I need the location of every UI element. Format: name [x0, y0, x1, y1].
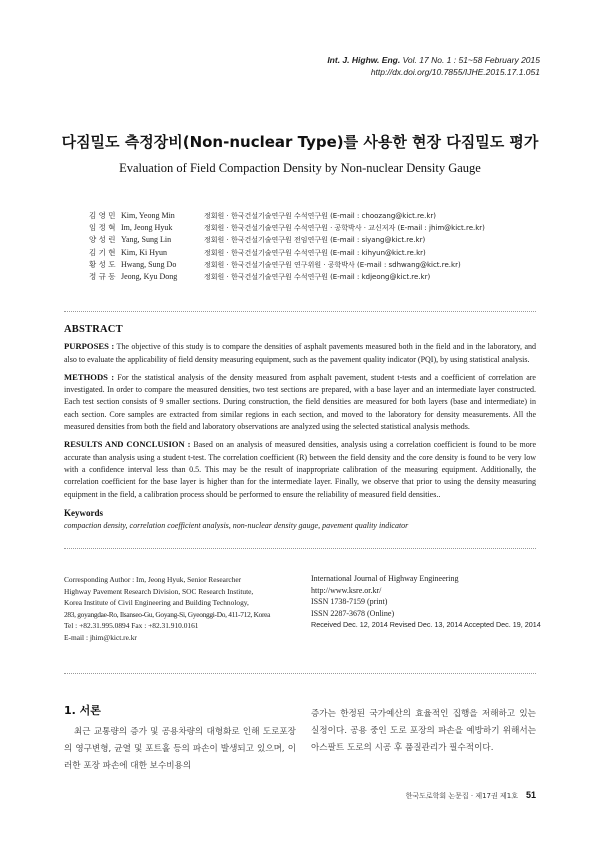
author-affiliation: 정회원 · 한국건설기술연구원 연구위원 · 공학박사 (E-mail : sdhwang@kict.re.kr)	[204, 260, 461, 269]
author-row	[89, 234, 485, 246]
purposes-label: PURPOSES :	[64, 341, 115, 352]
author-name-ko: 임 정 혁	[89, 223, 116, 233]
corr-line: Korea Institute of Civil Engineering and Building Technology,	[64, 598, 249, 608]
corr-line: Corresponding Author : Im, Jeong Hyuk, Senior Researcher	[64, 575, 242, 584]
purposes-text: The objective of this study is to compare the densities of asphalt pavements measured both in the field and in the laboratory, and also to evaluate the applicability of field density measuring equipment, such as the pavement quality indicator (PQI), by using statistical analysis.	[64, 342, 536, 364]
journal-info	[311, 573, 541, 631]
author-row	[89, 259, 485, 271]
author-affiliation: 정회원 · 한국건설기술연구원 수석연구원 (E-mail : kdjeong@kict.re.kr)	[204, 273, 431, 282]
author-name-ko: 황 성 도	[89, 259, 116, 269]
body-column-right: 증가는 한정된 국가예산의 효율적인 집행을 저해하고 있는 실정이다. 공용 중인 도로 포장의 파손을 예방하기 위해서는 아스팔트 도로의 시공 후 품질관리가 필수적이다.	[311, 709, 536, 753]
divider-top	[64, 311, 536, 312]
citation-line	[327, 54, 540, 66]
author-affiliation: 정회원 · 한국건설기술연구원 수석연구원 (E-mail : choozang@kict.re.kr)	[204, 212, 436, 220]
corr-line: Highway Pavement Research Division, SOC Research Institute,	[64, 586, 254, 596]
title-korean: 다짐밀도 측정장비(Non-nuclear Type)를 사용한 현장 다짐밀도 평가	[61, 133, 539, 151]
author-name-ko: 김 기 현	[89, 247, 116, 257]
corresponding-author	[64, 574, 304, 644]
footer-journal: 한국도로학회 논문집 · 제17권 제1호	[405, 792, 518, 800]
section-heading: 1. 서론	[64, 704, 101, 717]
doi-link[interactable]: http://dx.doi.org/10.7855/IJHE.2015.17.1.051	[370, 67, 540, 77]
page-number: 51	[525, 790, 536, 800]
title-english: Evaluation of Field Compaction Density by Non-nuclear Density Gauge	[119, 161, 481, 175]
author-name-en: Hwang, Sung Do	[121, 259, 177, 269]
keywords-list: compaction density, correlation coefficient analysis, non-nuclear density gauge, pavement quality indicator	[64, 521, 409, 531]
page-footer	[406, 790, 536, 801]
journal-name: International Journal of Highway Engineering	[311, 574, 459, 583]
keywords-heading: Keywords	[64, 507, 103, 518]
author-name-ko: 김 영 민	[89, 211, 116, 220]
author-name-en: Yang, Sung Lin	[121, 235, 172, 245]
divider-bottom	[64, 673, 536, 674]
corr-email[interactable]: E-mail : jhim@kict.re.kr	[64, 632, 137, 642]
journal-header	[327, 54, 540, 78]
author-name-en: Im, Jeong Hyuk	[121, 223, 173, 233]
issn-print: ISSN 1738-7159 (print)	[311, 597, 388, 606]
author-row	[89, 210, 485, 222]
abstract-purposes	[64, 340, 536, 366]
abstract-results	[64, 438, 536, 500]
author-row	[89, 247, 485, 259]
author-name-ko: 양 성 린	[89, 235, 116, 245]
abstract	[64, 324, 536, 532]
author-affiliation: 정회원 · 한국건설기술연구원 수석연구원 · 공학박사 · 교신저자 (E-mail : jhim@kict.re.kr)	[204, 224, 485, 233]
methods-label: METHODS :	[64, 371, 115, 382]
author-row	[89, 271, 485, 283]
divider-middle	[64, 548, 536, 549]
author-name-en: Kim, Yeong Min	[121, 211, 175, 220]
results-text: Based on an analysis of measured densities, analysis using a correlation coefficient is found to be more accurate than analysis using a student t-test. The correlation coefficient (R) between the field density and the core density is found to be very low with a confidence interval less than 0.5. This may be the result of inappropriate calibration of the measuring equipment. Additionally, the correlation coefficient for the base layer is higher than for the intermediate layer. Finally, we observe that prior to using the density measuring equipment in the field, a calibration process should be performed to ensure the reliability of measured field densities..	[64, 440, 536, 499]
results-label: RESULTS AND CONCLUSION :	[64, 439, 191, 450]
citation-volume: Vol. 17 No. 1 : 51~58 February 2015	[400, 55, 540, 65]
author-affiliation: 정회원 · 한국건설기술연구원 수석연구원 (E-mail : kihyun@kict.re.kr)	[204, 248, 426, 257]
received-dates: Received Dec. 12, 2014 Revised Dec. 13, 2014 Accepted Dec. 19, 2014	[311, 620, 541, 629]
author-name-en: Jeong, Kyu Dong	[121, 272, 178, 282]
author-affiliation: 정회원 · 한국건설기술연구원 전임연구원 (E-mail : siyang@kict.re.kr)	[204, 236, 426, 245]
abstract-methods	[64, 371, 536, 433]
issn-online: ISSN 2287-3678 (Online)	[311, 608, 395, 618]
citation-journal: Int. J. Highw. Eng.	[327, 55, 401, 65]
body-column-left: 최근 교통량의 증가 및 공용차량의 대형화로 인해 도로포장의 영구변형, 균열 및 포트홀 등의 파손이 발생되고 있으며, 이러한 포장 파손에 대한 보수비용의	[64, 727, 296, 771]
author-list	[89, 210, 485, 283]
author-row	[89, 222, 485, 234]
methods-text: For the statistical analysis of the density measured from asphalt pavement, student t-tests and a coefficient of correlation are investigated. In order to compare the measured densities, two test sections are prepared, with a base layer and an intermediate layer constructed. Each test section consists of 9 smaller sections. During construction, the field densities are measured for both layers (base and intermediate) in each section. Core samples are extracted from similar regions in each section, and moved to the laboratory for density measurements. All the measured densities from both the field and laboratory observations are analyzed using the selected statistical analysis methods.	[64, 372, 536, 432]
corr-line: Tel : +82.31.995.0894 Fax : +82.31.910.0161	[64, 621, 199, 631]
author-name-en: Kim, Ki Hyun	[121, 247, 167, 257]
author-name-ko: 정 규 동	[89, 272, 116, 282]
corr-line: 283, goyangdae-Ro, Ilsanseo-Gu, Goyang-Si, Gyeonggi-Do, 411-712, Korea	[64, 609, 271, 619]
journal-url[interactable]: http://www.ksre.or.kr/	[311, 585, 382, 595]
abstract-heading: ABSTRACT	[64, 324, 123, 335]
